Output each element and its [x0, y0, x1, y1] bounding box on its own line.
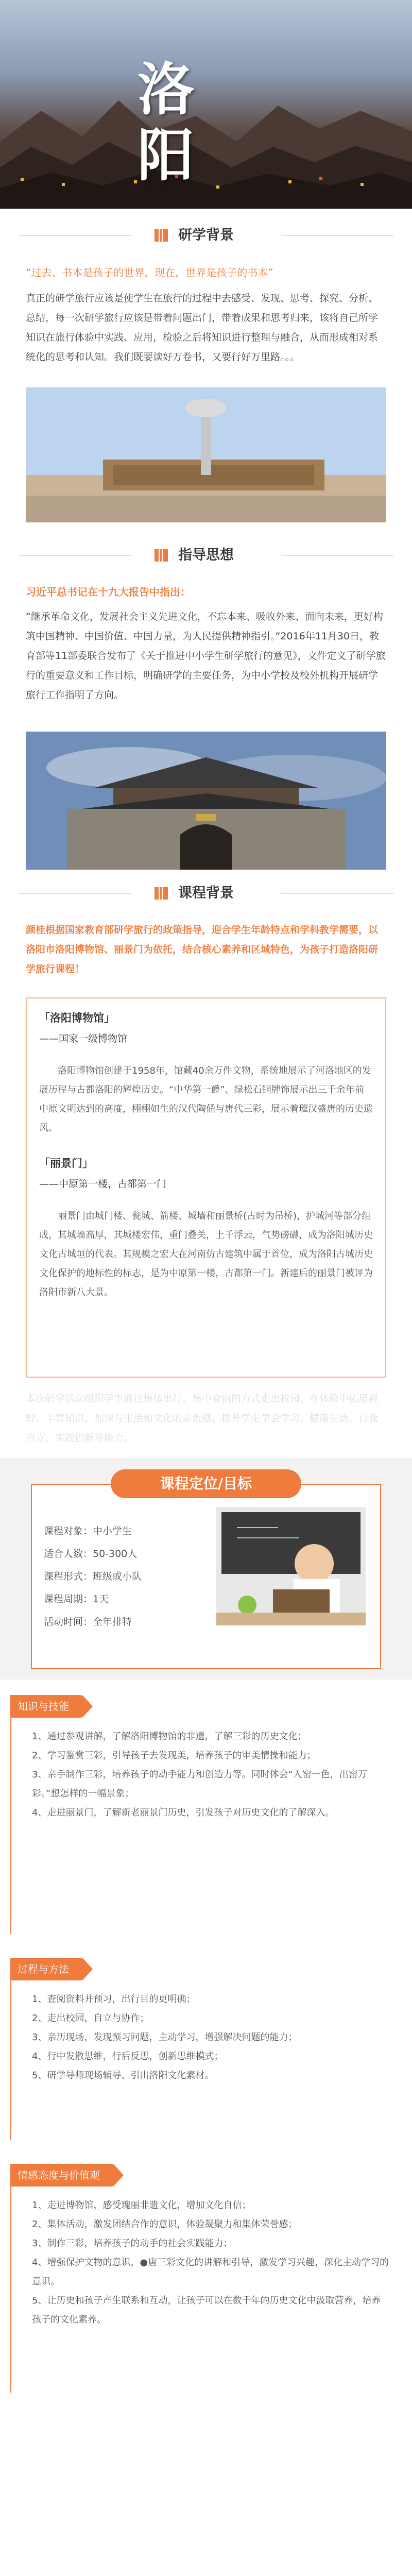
course-info-list	[44, 1520, 193, 1633]
course-positioning-card	[0, 1458, 412, 1680]
course-info-row: 适合人数：50-300人	[44, 1548, 138, 1560]
attitude-values-list	[10, 2187, 402, 2393]
course-info-row: 课程对象：中小学生	[44, 1526, 132, 1537]
course-sites-box	[26, 997, 386, 1378]
faded-summary-text: 本次研学活动组织学生通过集体出行、集中食宿的方式走出校园，在体验中拓展视野、丰富知识，加深与生活和文化的亲近感，提升学生学会学习、健康生活、自我自立、实践创新等能力。	[26, 1393, 379, 1444]
list-item: 4、行中发散思维，行后反思，创新思维模式；	[32, 2051, 224, 2062]
section-title: 研学背景	[145, 224, 267, 247]
list-item: 3、亲手制作三彩，培养孩子的动手能力和创造力等。同时体会“入窑一色，出窑万彩。”想怎样的一幅景象；	[32, 1769, 367, 1799]
section-header-course-background	[0, 877, 412, 910]
divider-left	[19, 235, 131, 236]
list-item: 2、学习鉴赏三彩，引导孩子去发现美，培养孩子的审美情操和能力；	[32, 1750, 316, 1761]
section-marker-icon	[154, 229, 168, 242]
course-info-row: 活动时间：全年排特	[44, 1616, 132, 1628]
museum-subtitle: ——国家一级博物馆	[39, 1033, 128, 1044]
list-item: 2、集体活动，激发团结合作的意识，体验凝聚力和集体荣誉感；	[32, 2219, 298, 2230]
divider-left	[19, 555, 131, 556]
course-positioning-heading: 课程定位/目标	[111, 1469, 301, 1498]
museum-exterior-photo	[26, 387, 386, 522]
knowledge-skills-list	[10, 1718, 402, 1934]
hero-banner	[0, 0, 412, 209]
list-item: 1、走进博物馆，感受瑰丽非遗文化，增加文化自信；	[32, 2200, 251, 2211]
guiding-paragraph: “继承革命文化，发展社会主义先进文化，不忘本来、吸收外来、面向未来，更好构筑中国精神、中国价值、中国力量，为人民提供精神指引。”2016年11月30日，教育部等11部委联合发布了《关于推进中小学生研学旅行的意见》，文件定义了研学旅行的重要意义和工作目标，明确研学的主要任务，为中小学校及校外机构开展研学旅行工作指明了方向。	[26, 611, 386, 701]
process-methods-tag: 过程与方法	[10, 1958, 82, 1980]
process-methods-list	[10, 1980, 402, 2140]
city-title	[135, 57, 197, 189]
city-title-char-1: 洛	[138, 56, 194, 123]
student-reading-illustration	[216, 1507, 366, 1625]
course-info-row: 课程周期：1天	[44, 1594, 109, 1605]
divider-right	[281, 235, 393, 236]
list-item: 5、研学导师现场辅导、引出洛阳文化素材。	[32, 2070, 214, 2081]
knowledge-skills-tag: 知识与技能	[10, 1695, 82, 1718]
section-marker-icon	[154, 549, 168, 562]
list-item: 4、增强保护文物的意识，●唐三彩文化的讲解和引导，激发学习兴趣，深化主动学习的意识。	[32, 2257, 389, 2287]
course-intro: 颜桂根据国家教育部研学旅行的政策指导，迎合学生年龄特点和学科教学需要，以洛阳市洛阳博物馆、丽景门为依托，结合核心素养和区域特色，为孩子打造洛阳研学旅行课程！	[26, 924, 379, 975]
guiding-quote: 习近平总书记在十九大报告中指出：	[26, 586, 191, 598]
attitude-values-tag: 情感态度与价值观	[10, 2164, 113, 2187]
divider-right	[281, 893, 393, 894]
divider-left	[19, 893, 131, 894]
section-title: 课程背景	[145, 882, 267, 905]
list-item: 5、让历史和孩子产生联系和互动，让孩子可以在数千年的历史文化中汲取营养，培养孩子的文化素养。	[32, 2295, 381, 2325]
list-item: 4、走进丽景门，了解新老丽景门历史，引发孩子对历史文化的了解深入。	[32, 1807, 335, 1818]
list-item: 1、查阅资料并预习，出行目的更明确；	[32, 1994, 196, 2005]
research-paragraph: 真正的研学旅行应该是使学生在旅行的过程中去感受、发现、思考、探究、分析、总结，每一次研学旅行应该是带着问题出门，带着成果和思考归来，该将自己所学知识在旅行体验中实践、应用，检验之后将知识进行整理与融合，从而形成相对系统化的思考和认知。我们既要读好万卷书，又要行好万里路。。。	[26, 293, 379, 363]
research-quote: “过去、书本是孩子的世界，现在，世界是孩子的书本”	[26, 266, 273, 279]
list-item: 3、亲历现场，发现预习问题，主动学习，增强解决问题的能力；	[32, 2032, 298, 2043]
museum-title: 「洛阳博物馆」	[39, 1012, 115, 1024]
section-header-guiding-thought	[0, 539, 412, 572]
gate-subtitle: ——中原第一楼，古都第一门	[39, 1178, 167, 1190]
list-item: 2、走出校园，自立与协作；	[32, 2013, 149, 2024]
divider-right	[281, 555, 393, 556]
list-item: 3、制作三彩，培养孩子的动手的社会实践能力；	[32, 2238, 233, 2249]
section-marker-icon	[154, 887, 168, 900]
section-header-research-background	[0, 219, 412, 252]
gate-title: 「丽景门」	[39, 1157, 93, 1170]
city-title-char-2: 阳	[138, 122, 194, 189]
gate-description: 丽景门由城门楼、瓮城、箭楼、城墙和丽景桥(古时为吊桥)，护城河等部分组成，其城墙高厚，其城楼宏伟，重门叠关，上千浮云，气势磅礴，成为洛阳城历史文化古城垣的代表。其规模之宏大在河南仿古建筑中属于首位，成为洛阳古城历史文化保护的地标性的标志，是为中原第一楼，古都第一门。新建后的丽景门被评为洛阳市新八大景。	[39, 1211, 373, 1298]
ancient-town-roofs-illustration	[0, 80, 412, 209]
lijing-gate-photo	[26, 732, 386, 870]
course-info-row: 课程形式：班级或小队	[44, 1571, 142, 1582]
museum-description: 洛阳博物馆创建于1958年，馆藏40余万件文物，系统地展示了河洛地区的发展历程与古都洛阳的辉煌历史。“中华第一爵”、绿松石铜牌饰展示出三千余年前中原文明达到的高度，栩栩如生的汉代陶俑与唐代三彩，展示着璀汉盛唐的历史遗风。	[39, 1065, 373, 1133]
list-item: 1、通过参观讲解，了解洛阳博物馆的非遗，了解三彩的历史文化；	[32, 1731, 307, 1742]
section-title: 指导思想	[145, 544, 267, 567]
